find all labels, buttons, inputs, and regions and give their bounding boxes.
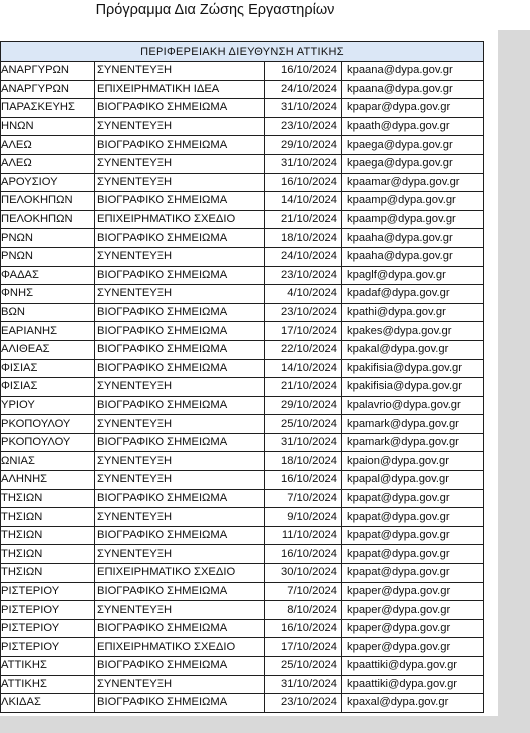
workshop-cell[interactable]: ΒΙΟΓΡΑΦΙΚΟ ΣΗΜΕΙΩΜΑ xyxy=(95,396,265,415)
table-row xyxy=(1,136,484,155)
office-cell[interactable]: ΗΝΩΝ xyxy=(1,117,95,136)
office-cell[interactable]: ΑΝΑΡΓΥΡΩΝ xyxy=(1,80,95,99)
office-cell[interactable]: ΑΤΤΙΚΗΣ xyxy=(1,675,95,694)
title-band xyxy=(0,0,530,30)
table-row xyxy=(1,638,484,657)
workshop-cell[interactable]: ΒΙΟΓΡΑΦΙΚΟ ΣΗΜΕΙΩΜΑ xyxy=(95,619,265,638)
date-cell[interactable]: 16/10/2024 xyxy=(265,62,342,81)
region-header-row xyxy=(1,42,484,62)
office-cell[interactable]: ΤΗΣΙΩΝ xyxy=(1,526,95,545)
office-cell[interactable]: ΡΙΣΤΕΡΙΟΥ xyxy=(1,619,95,638)
email-cell[interactable]: kpaega@dypa.gov.gr xyxy=(342,154,484,173)
workshop-cell[interactable]: ΣΥΝΕΝΤΕΥΞΗ xyxy=(95,62,265,81)
office-cell[interactable]: ΤΗΣΙΩΝ xyxy=(1,489,95,508)
page-title: Πρόγραμμα Δια Ζώσης Εργαστηρίων xyxy=(95,2,335,18)
office-cell[interactable]: ΡΙΣΤΕΡΙΟΥ xyxy=(1,582,95,601)
office-cell[interactable]: ΑΤΤΙΚΗΣ xyxy=(1,657,95,676)
workshop-cell[interactable]: ΕΠΙΧΕΙΡΗΜΑΤΙΚΟ ΣΧΕΔΙΟ xyxy=(95,638,265,657)
email-cell[interactable]: kpamark@dypa.gov.gr xyxy=(342,433,484,452)
date-cell[interactable]: 9/10/2024 xyxy=(265,508,342,527)
email-cell[interactable]: kpakifisia@dypa.gov.gr xyxy=(342,378,484,397)
table-row xyxy=(1,489,484,508)
date-cell[interactable]: 31/10/2024 xyxy=(265,675,342,694)
email-cell[interactable]: kpaglf@dypa.gov.gr xyxy=(342,266,484,285)
table-row xyxy=(1,173,484,192)
table-row xyxy=(1,99,484,118)
workshop-cell[interactable]: ΣΥΝΕΝΤΕΥΞΗ xyxy=(95,117,265,136)
email-cell[interactable]: kpapat@dypa.gov.gr xyxy=(342,508,484,527)
workshop-cell[interactable]: ΕΠΙΧΕΙΡΗΜΑΤΙΚΗ ΙΔΕΑ xyxy=(95,80,265,99)
email-cell[interactable]: kpaper@dypa.gov.gr xyxy=(342,582,484,601)
office-cell[interactable]: ΠΕΛΟΚΗΠΩΝ xyxy=(1,210,95,229)
office-cell[interactable]: ΩΝΙΑΣ xyxy=(1,452,95,471)
date-cell[interactable]: 25/10/2024 xyxy=(265,415,342,434)
date-cell[interactable]: 31/10/2024 xyxy=(265,99,342,118)
date-cell[interactable]: 25/10/2024 xyxy=(265,657,342,676)
date-cell[interactable]: 29/10/2024 xyxy=(265,136,342,155)
date-cell[interactable]: 31/10/2024 xyxy=(265,433,342,452)
date-cell[interactable]: 14/10/2024 xyxy=(265,359,342,378)
email-cell[interactable]: kpaxal@dypa.gov.gr xyxy=(342,694,484,713)
email-cell[interactable]: kpaana@dypa.gov.gr xyxy=(342,62,484,81)
table-row xyxy=(1,415,484,434)
table-row xyxy=(1,526,484,545)
date-cell[interactable]: 7/10/2024 xyxy=(265,582,342,601)
office-cell[interactable]: ΑΛΙΘΕΑΣ xyxy=(1,340,95,359)
date-cell[interactable]: 29/10/2024 xyxy=(265,396,342,415)
table-row xyxy=(1,303,484,322)
spreadsheet-area xyxy=(0,30,498,716)
table-row xyxy=(1,433,484,452)
office-cell[interactable]: ΡΚΟΠΟΥΛΟΥ xyxy=(1,415,95,434)
office-cell[interactable]: ΠΑΡΑΣΚΕΥΗΣ xyxy=(1,99,95,118)
workshop-cell[interactable]: ΒΙΟΓΡΑΦΙΚΟ ΣΗΜΕΙΩΜΑ xyxy=(95,99,265,118)
office-cell[interactable]: ΕΑΡΙΑΝΗΣ xyxy=(1,322,95,341)
email-cell[interactable]: kpadaf@dypa.gov.gr xyxy=(342,285,484,304)
date-cell[interactable]: 17/10/2024 xyxy=(265,638,342,657)
workshop-cell[interactable]: ΣΥΝΕΝΤΕΥΞΗ xyxy=(95,601,265,620)
date-cell[interactable]: 23/10/2024 xyxy=(265,117,342,136)
table-row xyxy=(1,340,484,359)
office-cell[interactable]: ΦΝΗΣ xyxy=(1,285,95,304)
table-row xyxy=(1,694,484,713)
workshop-cell[interactable]: ΒΙΟΓΡΑΦΙΚΟ ΣΗΜΕΙΩΜΑ xyxy=(95,322,265,341)
table-row xyxy=(1,619,484,638)
workshop-cell[interactable]: ΒΙΟΓΡΑΦΙΚΟ ΣΗΜΕΙΩΜΑ xyxy=(95,359,265,378)
email-cell[interactable]: kpaana@dypa.gov.gr xyxy=(342,80,484,99)
email-cell[interactable]: kpaper@dypa.gov.gr xyxy=(342,619,484,638)
office-cell[interactable]: ΑΝΑΡΓΥΡΩΝ xyxy=(1,62,95,81)
date-cell[interactable]: 21/10/2024 xyxy=(265,378,342,397)
email-cell[interactable]: kpaamar@dypa.gov.gr xyxy=(342,173,484,192)
office-cell[interactable]: ΤΗΣΙΩΝ xyxy=(1,545,95,564)
workshop-cell[interactable]: ΒΙΟΓΡΑΦΙΚΟ ΣΗΜΕΙΩΜΑ xyxy=(95,192,265,211)
workshop-schedule-table xyxy=(0,41,484,713)
email-cell[interactable]: kpakifisia@dypa.gov.gr xyxy=(342,359,484,378)
date-cell[interactable]: 14/10/2024 xyxy=(265,192,342,211)
workshop-cell[interactable]: ΒΙΟΓΡΑΦΙΚΟ ΣΗΜΕΙΩΜΑ xyxy=(95,657,265,676)
date-cell[interactable]: 24/10/2024 xyxy=(265,80,342,99)
workshop-cell[interactable]: ΣΥΝΕΝΤΕΥΞΗ xyxy=(95,247,265,266)
office-cell[interactable]: ΡΙΣΤΕΡΙΟΥ xyxy=(1,638,95,657)
workshop-cell[interactable]: ΣΥΝΕΝΤΕΥΞΗ xyxy=(95,545,265,564)
email-cell[interactable]: kpaamp@dypa.gov.gr xyxy=(342,192,484,211)
table-row xyxy=(1,452,484,471)
workshop-cell[interactable]: ΒΙΟΓΡΑΦΙΚΟ ΣΗΜΕΙΩΜΑ xyxy=(95,340,265,359)
office-cell[interactable]: ΑΛΗΝΗΣ xyxy=(1,471,95,490)
date-cell[interactable]: 17/10/2024 xyxy=(265,322,342,341)
table-row xyxy=(1,247,484,266)
email-cell[interactable]: kpaamp@dypa.gov.gr xyxy=(342,210,484,229)
email-cell[interactable]: kpamark@dypa.gov.gr xyxy=(342,415,484,434)
office-cell[interactable]: ΤΗΣΙΩΝ xyxy=(1,508,95,527)
workshop-cell[interactable]: ΒΙΟΓΡΑΦΙΚΟ ΣΗΜΕΙΩΜΑ xyxy=(95,266,265,285)
date-cell[interactable]: 23/10/2024 xyxy=(265,303,342,322)
date-cell[interactable]: 16/10/2024 xyxy=(265,471,342,490)
date-cell[interactable]: 22/10/2024 xyxy=(265,340,342,359)
workshop-cell[interactable]: ΒΙΟΓΡΑΦΙΚΟ ΣΗΜΕΙΩΜΑ xyxy=(95,694,265,713)
table-row xyxy=(1,192,484,211)
workshop-cell[interactable]: ΒΙΟΓΡΑΦΙΚΟ ΣΗΜΕΙΩΜΑ xyxy=(95,526,265,545)
office-cell[interactable]: ΡΝΩΝ xyxy=(1,247,95,266)
email-cell[interactable]: kpaaha@dypa.gov.gr xyxy=(342,247,484,266)
office-cell[interactable]: ΑΡΟΥΣΙΟΥ xyxy=(1,173,95,192)
table-row xyxy=(1,582,484,601)
table-row xyxy=(1,62,484,81)
email-cell[interactable]: kpapar@dypa.gov.gr xyxy=(342,99,484,118)
workshop-cell[interactable]: ΒΙΟΓΡΑΦΙΚΟ ΣΗΜΕΙΩΜΑ xyxy=(95,433,265,452)
office-cell[interactable]: ΡΙΣΤΕΡΙΟΥ xyxy=(1,601,95,620)
email-cell[interactable]: kpaion@dypa.gov.gr xyxy=(342,452,484,471)
table-row xyxy=(1,210,484,229)
email-cell[interactable]: kpapat@dypa.gov.gr xyxy=(342,545,484,564)
email-cell[interactable]: kpaper@dypa.gov.gr xyxy=(342,638,484,657)
email-cell[interactable]: kpapat@dypa.gov.gr xyxy=(342,564,484,583)
date-cell[interactable]: 18/10/2024 xyxy=(265,229,342,248)
window-background xyxy=(498,30,530,733)
date-cell[interactable]: 30/10/2024 xyxy=(265,564,342,583)
office-cell[interactable]: ΛΚΙΔΑΣ xyxy=(1,694,95,713)
email-cell[interactable]: kpaattiki@dypa.gov.gr xyxy=(342,675,484,694)
workshop-cell[interactable]: ΣΥΝΕΝΤΕΥΞΗ xyxy=(95,173,265,192)
date-cell[interactable]: 23/10/2024 xyxy=(265,694,342,713)
email-cell[interactable]: kpalavrio@dypa.gov.gr xyxy=(342,396,484,415)
date-cell[interactable]: 24/10/2024 xyxy=(265,247,342,266)
workshop-cell[interactable]: ΣΥΝΕΝΤΕΥΞΗ xyxy=(95,508,265,527)
workshop-cell[interactable]: ΕΠΙΧΕΙΡΗΜΑΤΙΚΟ ΣΧΕΔΙΟ xyxy=(95,564,265,583)
date-cell[interactable]: 21/10/2024 xyxy=(265,210,342,229)
date-cell[interactable]: 16/10/2024 xyxy=(265,173,342,192)
email-cell[interactable]: kpaper@dypa.gov.gr xyxy=(342,601,484,620)
date-cell[interactable]: 16/10/2024 xyxy=(265,619,342,638)
workshop-cell[interactable]: ΣΥΝΕΝΤΕΥΞΗ xyxy=(95,378,265,397)
date-cell[interactable]: 4/10/2024 xyxy=(265,285,342,304)
table-row xyxy=(1,322,484,341)
workshop-cell[interactable]: ΣΥΝΕΝΤΕΥΞΗ xyxy=(95,471,265,490)
workshop-cell[interactable]: ΣΥΝΕΝΤΕΥΞΗ xyxy=(95,285,265,304)
email-cell[interactable]: kpapat@dypa.gov.gr xyxy=(342,526,484,545)
office-cell[interactable]: ΒΩΝ xyxy=(1,303,95,322)
office-cell[interactable]: ΤΗΣΙΩΝ xyxy=(1,564,95,583)
email-cell[interactable]: kpaattiki@dypa.gov.gr xyxy=(342,657,484,676)
email-cell[interactable]: kpaega@dypa.gov.gr xyxy=(342,136,484,155)
workshop-cell[interactable]: ΣΥΝΕΝΤΕΥΞΗ xyxy=(95,415,265,434)
date-cell[interactable]: 23/10/2024 xyxy=(265,266,342,285)
table-row xyxy=(1,378,484,397)
email-cell[interactable]: kpakes@dypa.gov.gr xyxy=(342,322,484,341)
workshop-cell[interactable]: ΣΥΝΕΝΤΕΥΞΗ xyxy=(95,154,265,173)
office-cell[interactable]: ΡΚΟΠΟΥΛΟΥ xyxy=(1,433,95,452)
office-cell[interactable]: ΠΕΛΟΚΗΠΩΝ xyxy=(1,192,95,211)
table-row xyxy=(1,657,484,676)
office-cell[interactable]: ΑΛΕΩ xyxy=(1,154,95,173)
table-row xyxy=(1,80,484,99)
date-cell[interactable]: 11/10/2024 xyxy=(265,526,342,545)
table-row xyxy=(1,508,484,527)
date-cell[interactable]: 18/10/2024 xyxy=(265,452,342,471)
workshop-cell[interactable]: ΕΠΙΧΕΙΡΗΜΑΤΙΚΟ ΣΧΕΔΙΟ xyxy=(95,210,265,229)
office-cell[interactable]: ΥΡΙΟΥ xyxy=(1,396,95,415)
office-cell[interactable]: ΑΛΕΩ xyxy=(1,136,95,155)
office-cell[interactable]: ΡΝΩΝ xyxy=(1,229,95,248)
table-row xyxy=(1,396,484,415)
table-row xyxy=(1,675,484,694)
date-cell[interactable]: 31/10/2024 xyxy=(265,154,342,173)
office-cell[interactable]: ΦΙΣΙΑΣ xyxy=(1,378,95,397)
email-cell[interactable]: kpathi@dypa.gov.gr xyxy=(342,303,484,322)
workshop-cell[interactable]: ΣΥΝΕΝΤΕΥΞΗ xyxy=(95,452,265,471)
table-row xyxy=(1,564,484,583)
office-cell[interactable]: ΦΑΔΑΣ xyxy=(1,266,95,285)
email-cell[interactable]: kpakal@dypa.gov.gr xyxy=(342,340,484,359)
table-row xyxy=(1,117,484,136)
date-cell[interactable]: 16/10/2024 xyxy=(265,545,342,564)
workshop-cell[interactable]: ΒΙΟΓΡΑΦΙΚΟ ΣΗΜΕΙΩΜΑ xyxy=(95,489,265,508)
region-header: ΠΕΡΙΦΕΡΕΙΑΚΗ ΔΙΕΥΘΥΝΣΗ ΑΤΤΙΚΗΣ xyxy=(1,42,484,62)
workshop-cell[interactable]: ΒΙΟΓΡΑΦΙΚΟ ΣΗΜΕΙΩΜΑ xyxy=(95,136,265,155)
table-row xyxy=(1,601,484,620)
email-cell[interactable]: kpaath@dypa.gov.gr xyxy=(342,117,484,136)
table-row xyxy=(1,229,484,248)
email-cell[interactable]: kpapal@dypa.gov.gr xyxy=(342,471,484,490)
workshop-cell[interactable]: ΣΥΝΕΝΤΕΥΞΗ xyxy=(95,675,265,694)
table-body xyxy=(1,62,484,713)
email-cell[interactable]: kpapat@dypa.gov.gr xyxy=(342,489,484,508)
email-cell[interactable]: kpaaha@dypa.gov.gr xyxy=(342,229,484,248)
date-cell[interactable]: 7/10/2024 xyxy=(265,489,342,508)
workshop-cell[interactable]: ΒΙΟΓΡΑΦΙΚΟ ΣΗΜΕΙΩΜΑ xyxy=(95,229,265,248)
workshop-cell[interactable]: ΒΙΟΓΡΑΦΙΚΟ ΣΗΜΕΙΩΜΑ xyxy=(95,582,265,601)
table-row xyxy=(1,471,484,490)
workshop-cell[interactable]: ΒΙΟΓΡΑΦΙΚΟ ΣΗΜΕΙΩΜΑ xyxy=(95,303,265,322)
table-row xyxy=(1,266,484,285)
table-row xyxy=(1,545,484,564)
table-row xyxy=(1,285,484,304)
office-cell[interactable]: ΦΙΣΙΑΣ xyxy=(1,359,95,378)
table-row xyxy=(1,154,484,173)
table-row xyxy=(1,359,484,378)
date-cell[interactable]: 8/10/2024 xyxy=(265,601,342,620)
